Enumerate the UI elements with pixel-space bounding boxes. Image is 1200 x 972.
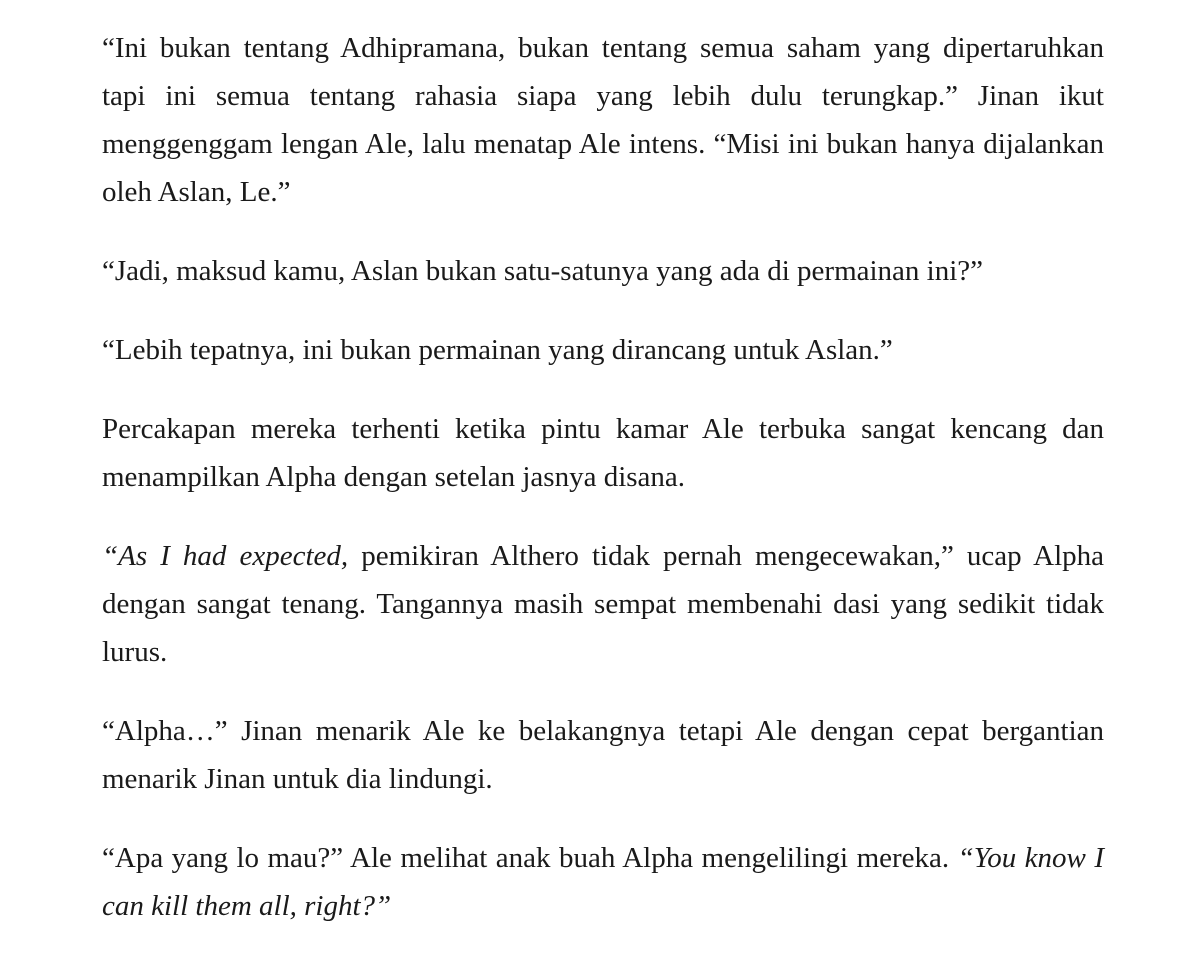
paragraph-7 [102,834,1104,930]
paragraph-1 [102,24,1104,216]
paragraph-6 [102,707,1104,803]
paragraph-5-italic-quote: “As I had expected, [102,540,349,572]
paragraph-1-text: “Ini bukan tentang Adhipramana, bukan tentang semua saham yang dipertaruhkan tapi ini semua tentang rahasia siapa yang lebih dulu terungkap.” Jinan ikut menggenggam lengan Ale, lalu menatap Ale intens. “Misi ini bukan hanya dijalankan oleh Aslan, Le.” [102,32,1104,208]
paragraph-2-text: “Jadi, maksud kamu, Aslan bukan satu-satunya yang ada di permainan ini?” [102,255,984,287]
document-page [102,24,1104,930]
paragraph-6-text: “Alpha…” Jinan menarik Ale ke belakangnya tetapi Ale dengan cepat bergantian menarik Jinan untuk dia lindungi. [102,715,1104,795]
paragraph-4-text: Percakapan mereka terhenti ketika pintu kamar Ale terbuka sangat kencang dan menampilkan Alpha dengan setelan jasnya disana. [102,413,1104,493]
paragraph-5 [102,532,1104,676]
paragraph-3-text: “Lebih tepatnya, ini bukan permainan yang dirancang untuk Aslan.” [102,334,893,366]
paragraph-7-italic-quote: “You know I can kill them all, right?” [102,842,1104,922]
paragraph-2 [102,247,1104,295]
paragraph-3 [102,326,1104,374]
paragraph-4 [102,405,1104,501]
paragraph-7-text: “Apa yang lo mau?” Ale melihat anak buah Alpha mengelilingi mereka. [102,842,958,874]
paragraph-5-text: pemikiran Althero tidak pernah mengecewakan,” ucap Alpha dengan sangat tenang. Tangannya masih sempat membenahi dasi yang sedikit tidak lurus. [102,540,1104,668]
